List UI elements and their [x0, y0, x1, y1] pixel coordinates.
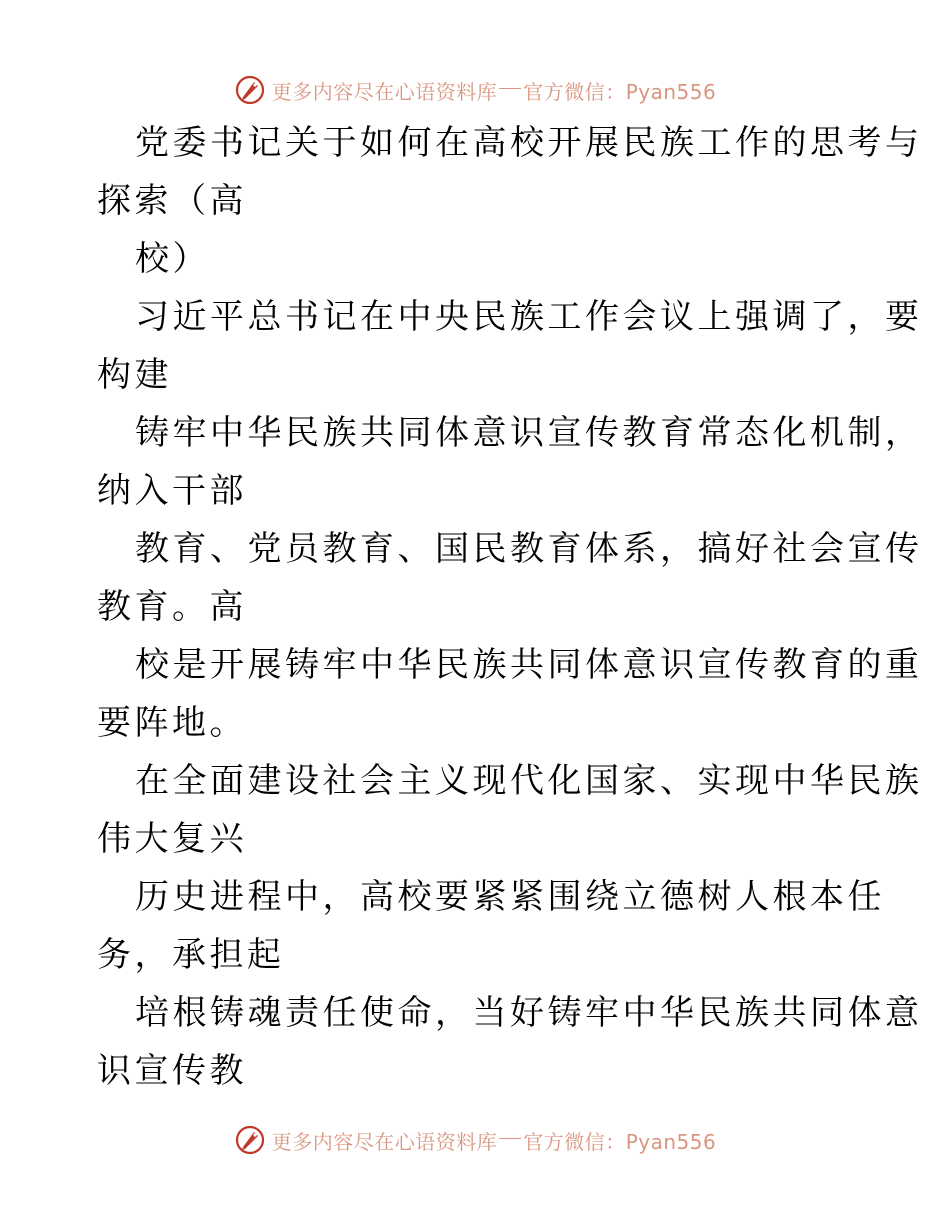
text-line: 校） [135, 239, 210, 279]
text-line: 构建 [97, 355, 172, 395]
watermark-dash [499, 88, 521, 89]
text-line: 伟大复兴 [97, 819, 247, 859]
watermark-text-left: 更多内容尽在心语资料库 [271, 1129, 498, 1154]
text-line: 要阵地。 [97, 703, 247, 743]
watermark-text-right: 官方微信：Pyan556 [523, 79, 717, 104]
watermark-text-right: 官方微信：Pyan556 [523, 1129, 717, 1154]
text-line: 教育、党员教育、国民教育体系，搞好社会宣传 [135, 529, 923, 569]
text-line: 在全面建设社会主义现代化国家、实现中华民族 [135, 761, 923, 801]
text-line: 铸牢中华民族共同体意识宣传教育常态化机制， [135, 413, 923, 453]
text-line: 教育。高 [97, 587, 247, 627]
pen-nib-circle-icon [234, 74, 266, 106]
text-line: 纳入干部 [97, 471, 247, 511]
text-line: 习近平总书记在中央民族工作会议上强调了，要 [135, 297, 923, 337]
text-line: 识宣传教 [97, 1051, 247, 1091]
text-line: 历史进程中，高校要紧紧围绕立德树人根本任 [135, 877, 885, 917]
watermark-dash [499, 1138, 521, 1139]
watermark-text-left: 更多内容尽在心语资料库 [271, 79, 498, 104]
header-watermark [0, 70, 950, 110]
footer-watermark [0, 1120, 950, 1160]
text-line: 校是开展铸牢中华民族共同体意识宣传教育的重 [135, 645, 923, 685]
text-line: 探索（高 [97, 181, 247, 221]
text-line: 务，承担起 [97, 935, 285, 975]
text-line: 培根铸魂责任使命，当好铸牢中华民族共同体意 [135, 993, 923, 1033]
pen-nib-circle-icon [234, 1124, 266, 1156]
text-line: 党委书记关于如何在高校开展民族工作的思考与 [135, 123, 923, 163]
